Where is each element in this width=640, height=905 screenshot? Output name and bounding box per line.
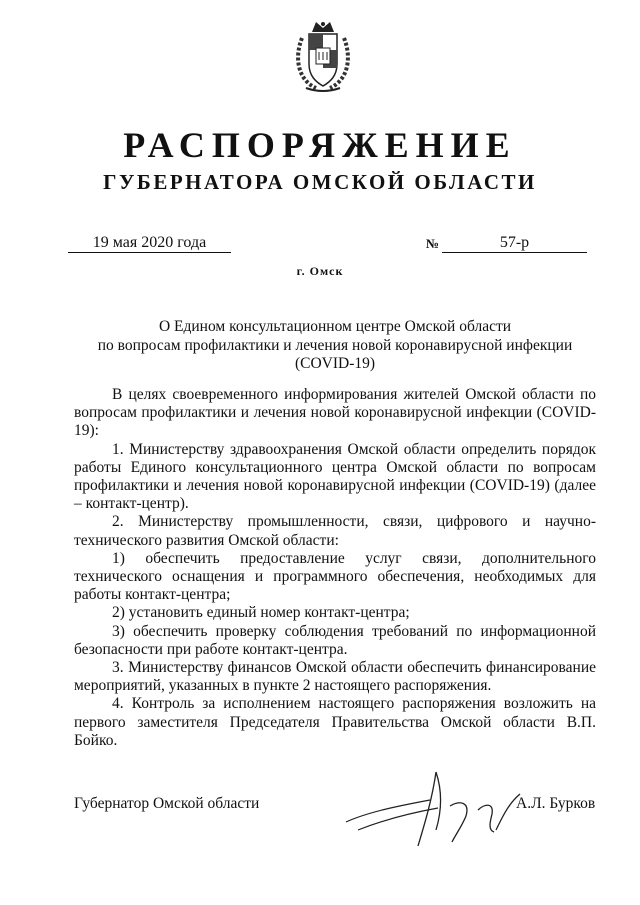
paragraph: 2. Министерству промышленности, связи, цифрового и научно-технического развития Омской области:	[74, 513, 596, 549]
coat-of-arms-icon	[292, 18, 354, 94]
paragraph: 1. Министерству здравоохранения Омской области определить порядок работы Единого консультационного центра Омской области по вопросам профилактики и лечения новой коронавирусной инфекции (COVID-19) (далее – контакт-центр).	[74, 440, 596, 513]
signature-image	[338, 760, 528, 850]
paragraph: 3. Министерству финансов Омской области обеспечить финансирование мероприятий, указанных в пункте 2 настоящего распоряжения.	[74, 659, 596, 695]
paragraph: 3) обеспечить проверку соблюдения требований по информационной безопасности при работе контакт-центра.	[74, 622, 596, 658]
document-title: РАСПОРЯЖЕНИЕ	[123, 125, 517, 165]
document-date: 19 мая 2020 года	[68, 234, 231, 253]
paragraph: 1) обеспечить предоставление услуг связи, дополнительного технического оснащения и программного обеспечения, необходимых для работы контакт-центра;	[74, 549, 596, 604]
paragraph: 4. Контроль за исполнением настоящего распоряжения возложить на первого заместителя Председателя Правительства Омской области В.П. Бойко.	[74, 695, 596, 749]
document-number: 57-р	[442, 234, 587, 253]
heading-line: (COVID-19)	[294, 355, 376, 372]
paragraph: В целях своевременного информирования жителей Омской области по вопросам профилактики и лечения новой коронавирусной инфекции (COVID-19):	[74, 386, 596, 440]
document-city: г. Омск	[296, 264, 344, 278]
signer-name: А.Л. Бурков	[516, 795, 596, 812]
heading-line: О Едином консультационном центре Омской области	[158, 318, 512, 335]
signer-title: Губернатор Омской области	[74, 795, 260, 812]
document-body	[74, 386, 596, 750]
document-subtitle: ГУБЕРНАТОРА ОМСКОЙ ОБЛАСТИ	[103, 170, 537, 194]
heading-line: по вопросам профилактики и лечения новой коронавирусной инфекции	[97, 336, 573, 354]
paragraph: 2) установить единый номер контакт-центра;	[112, 604, 410, 622]
number-sign: №	[426, 236, 440, 251]
document-heading	[74, 318, 596, 374]
